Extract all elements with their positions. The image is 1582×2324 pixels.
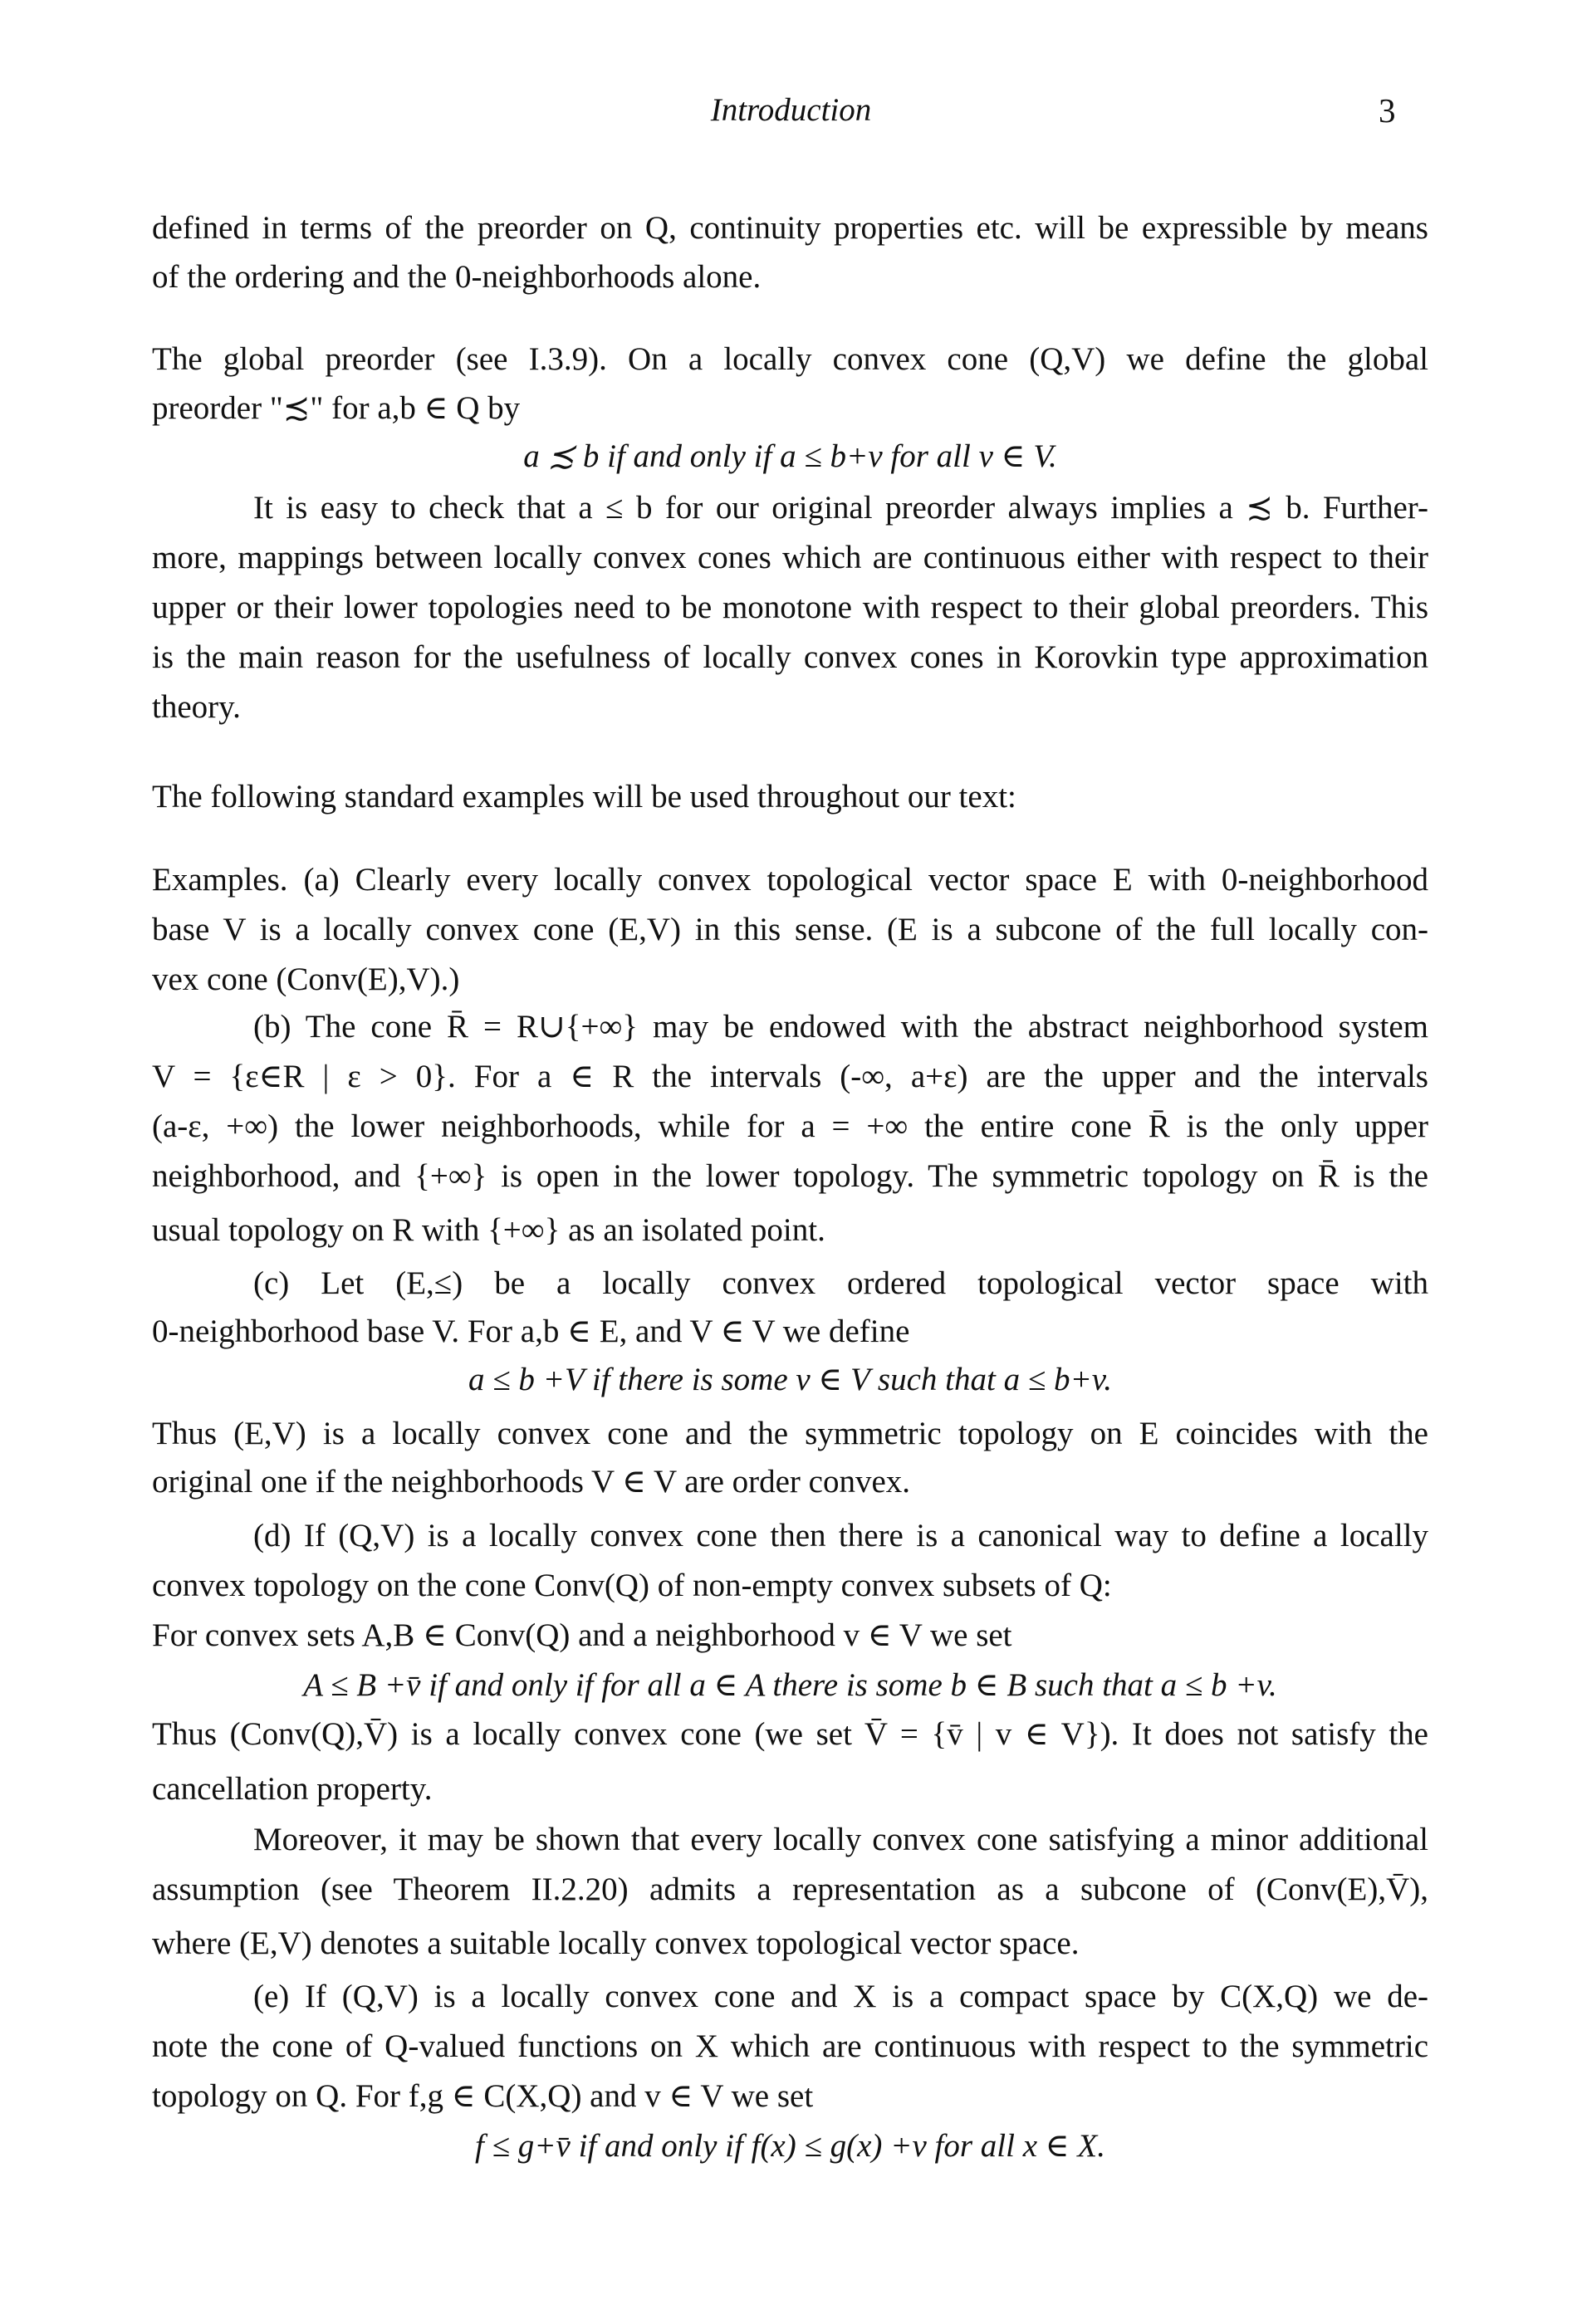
text-line: The following standard examples will be used throughout our text: [152, 779, 1016, 815]
text-line: of the ordering and the 0-neighborhoods alone. [152, 259, 762, 295]
running-header-title: Introduction [710, 92, 872, 128]
text-line: is the main reason for the usefulness of locally convex cones in Korovkin type approximation [152, 639, 1428, 675]
text-line: base V is a locally convex cone (E,V) in this sense. (E is a subcone of the full locally con- [152, 912, 1428, 947]
examples-heading-line: Examples. (a) Clearly every locally convex topological vector space E with 0-neighborhood [152, 862, 1428, 898]
formula-function-order: f ≤ g+v̄ if and only if f(x) ≤ g(x) +v for all x ∈ X. [475, 2128, 1105, 2164]
text-line: upper or their lower topologies need to be monotone with respect to their global preorders. This [152, 590, 1428, 625]
text-line: It is easy to check that a ≤ b for our original preorder always implies a ≾ b. Further- [253, 490, 1428, 526]
formula-global-preorder: a ≾ b if and only if a ≤ b+v for all v ∈ V. [523, 438, 1057, 474]
text-line: For convex sets A,B ∈ Conv(Q) and a neighborhood v ∈ V we set [152, 1617, 1012, 1653]
section-heading-line: The global preorder (see I.3.9). On a locally convex cone (Q,V) we define the global [152, 341, 1428, 377]
text-line: defined in terms of the preorder on Q, continuity properties etc. will be expressible by means [152, 210, 1428, 246]
formula-order-neighborhood: a ≤ b +V if there is some v ∈ V such that a ≤ b+v. [468, 1362, 1112, 1397]
example-d-line: (d) If (Q,V) is a locally convex cone then there is a canonical way to define a locally [253, 1518, 1428, 1553]
text-line: Thus (E,V) is a locally convex cone and the symmetric topology on E coincides with the [152, 1416, 1428, 1451]
text-line: Moreover, it may be shown that every locally convex cone satisfying a minor additional [253, 1822, 1428, 1857]
text-line: original one if the neighborhoods V ∈ V are order convex. [152, 1464, 911, 1500]
text-line: Thus (Conv(Q),V̄) is a locally convex cone (we set V̄ = {v̄ | v ∈ V}). It does not satisfy the [152, 1716, 1428, 1752]
text-line: topology on Q. For f,g ∈ C(X,Q) and v ∈ V we set [152, 2078, 814, 2114]
text-line: V = {ε∈R | ε > 0}. For a ∈ R the intervals (-∞, a+ε) are the upper and the intervals [152, 1059, 1428, 1094]
text-line: neighborhood, and {+∞} is open in the lower topology. The symmetric topology on R̄ is the [152, 1158, 1428, 1194]
text-line: note the cone of Q-valued functions on X which are continuous with respect to the symmetric [152, 2028, 1428, 2064]
text-line: convex topology on the cone Conv(Q) of non-empty convex subsets of Q: [152, 1568, 1112, 1603]
text-line: assumption (see Theorem II.2.20) admits a representation as a subcone of (Conv(E),V̄), [152, 1871, 1428, 1907]
text-line: theory. [152, 689, 241, 725]
text-line: preorder "≾" for a,b ∈ Q by [152, 390, 521, 426]
text-line: (a-ε, +∞) the lower neighborhoods, while for a = +∞ the entire cone R̄ is the only upper [152, 1108, 1428, 1144]
example-e-line: (e) If (Q,V) is a locally convex cone and X is a compact space by C(X,Q) we de- [253, 1979, 1428, 2014]
formula-conv-order: A ≤ B +v̄ if and only if for all a ∈ A there is some b ∈ B such that a ≤ b +v. [303, 1667, 1277, 1703]
text-line: vex cone (Conv(E),V).) [152, 961, 460, 997]
text-line: more, mappings between locally convex cones which are continuous either with respect to their [152, 540, 1428, 575]
text-line: usual topology on R with {+∞} as an isolated point. [152, 1212, 825, 1248]
text-line: where (E,V) denotes a suitable locally convex topological vector space. [152, 1925, 1080, 1961]
example-b-line: (b) The cone R̄ = R∪{+∞} may be endowed with the abstract neighborhood system [253, 1009, 1428, 1045]
text-line: cancellation property. [152, 1771, 433, 1807]
example-c-line: (c) Let (E,≤) be a locally convex ordered topological vector space with [253, 1265, 1428, 1301]
text-line: 0-neighborhood base V. For a,b ∈ E, and V ∈ V we define [152, 1314, 910, 1349]
page-number: 3 [1379, 91, 1396, 130]
